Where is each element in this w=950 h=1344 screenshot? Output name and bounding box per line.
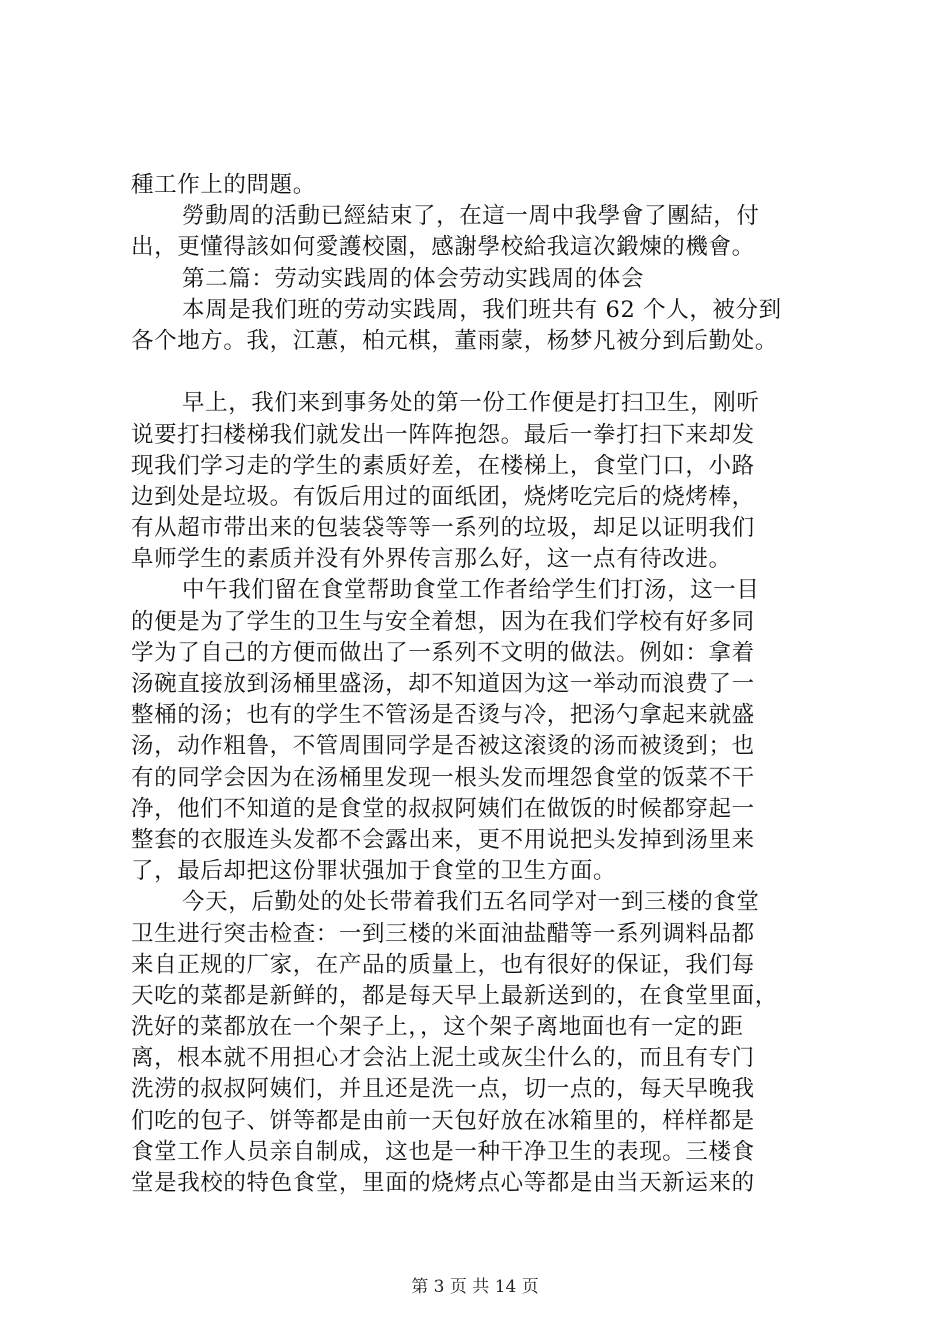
text-line: 整桶的汤；也有的学生不管汤是否烫与冷，把汤勺拿起来就盛 [131, 702, 755, 729]
text-line: 阜师学生的素质并没有外界传言那么好，这一点有待改进。 [131, 546, 732, 573]
text-line: 天吃的菜都是新鲜的，都是每天早上最新送到的，在食堂里面， [131, 982, 778, 1009]
paragraph-start: 勞動周的活動已經結束了，在這一周中我學會了團結，付 [182, 203, 760, 230]
text-line: 边到处是垃圾。有饭后用过的面纸团，烧烤吃完后的烧烤棒， [131, 483, 755, 510]
text-line: 洗好的菜都放在一个架子上，，这个架子离地面也有一定的距 [131, 1014, 744, 1041]
text-line: 食堂工作人员亲自制成，这也是一种干净卫生的表现。三楼食 [131, 1138, 755, 1165]
text-line: 卫生进行突击检查：一到三楼的米面油盐醋等一系列调料品都 [131, 920, 755, 947]
paragraph-start: 本周是我们班的劳动实践周，我们班共有 62 个人，被分到 [182, 296, 782, 323]
text-line: 说要打扫楼梯我们就发出一阵阵抱怨。最后一拳打扫下来却发 [131, 421, 755, 448]
document-body [131, 170, 831, 1199]
text-line: 各个地方。我，江蕙，柏元棋，董雨蒙，杨梦凡被分到后勤处。 [131, 327, 778, 354]
text-line: 来自正规的厂家，在产品的质量上，也有很好的保证，我们每 [131, 951, 755, 978]
text-line: 洗涝的叔叔阿姨们，并且还是洗一点，切一点的，每天早晚我 [131, 1076, 755, 1103]
section-heading: 第二篇：劳动实践周的体会劳动实践周的体会 [182, 265, 645, 292]
text-line: 汤，动作粗鲁，不管周围同学是否被这滚烫的汤而被烫到；也 [131, 733, 755, 760]
paragraph-start: 早上，我们来到事务处的第一份工作便是打扫卫生，刚听 [182, 390, 760, 417]
text-line: 现我们学习走的学生的素质好差，在楼梯上，食堂门口，小路 [131, 452, 755, 479]
text-line: 学为了自己的方便而做出了一系列不文明的做法。例如：拿着 [131, 639, 755, 666]
text-line: 们吃的包子、饼等都是由前一天包好放在冰箱里的，样样都是 [131, 1107, 755, 1134]
text-line: 了，最后却把这份罪状强加于食堂的卫生方面。 [131, 858, 617, 885]
text-line: 汤碗直接放到汤桶里盛汤，却不知道因为这一举动而浪费了一 [131, 671, 755, 697]
text-line: 種工作上的問題。 [131, 172, 316, 198]
text-line: 堂是我校的特色食堂，里面的烧烤点心等都是由当天新运来的 [131, 1170, 755, 1196]
text-line: 的便是为了学生的卫生与安全着想，因为在我们学校有好多同 [131, 608, 755, 635]
paragraph-start: 中午我们留在食堂帮助食堂工作者给学生们打汤，这一目 [182, 577, 760, 604]
paragraph-gap [131, 357, 831, 388]
text-line: 整套的衣服连头发都不会露出来，更不用说把头发掉到汤里来 [131, 826, 755, 853]
text-line: 有从超市带出来的包装袋等等一系列的垃圾，却足以证明我们 [131, 515, 755, 542]
text-line: 净，他们不知道的是食堂的叔叔阿姨们在做饭的时候都穿起一 [131, 795, 755, 822]
paragraph-start: 今天，后勤处的处长带着我们五名同学对一到三楼的食堂 [182, 889, 760, 916]
text-line: 离，根本就不用担心才会沾上泥土或灰尘什么的，而且有专门 [131, 1045, 755, 1072]
page-number: 第 3 页 共 14 页 [411, 1277, 539, 1297]
text-line: 出，更懂得該如何愛護校園，感謝學校給我這次鍛煉的機會。 [131, 234, 755, 261]
text-line: 有的同学会因为在汤桶里发现一根头发而埋怨食堂的饭菜不干 [131, 764, 755, 791]
